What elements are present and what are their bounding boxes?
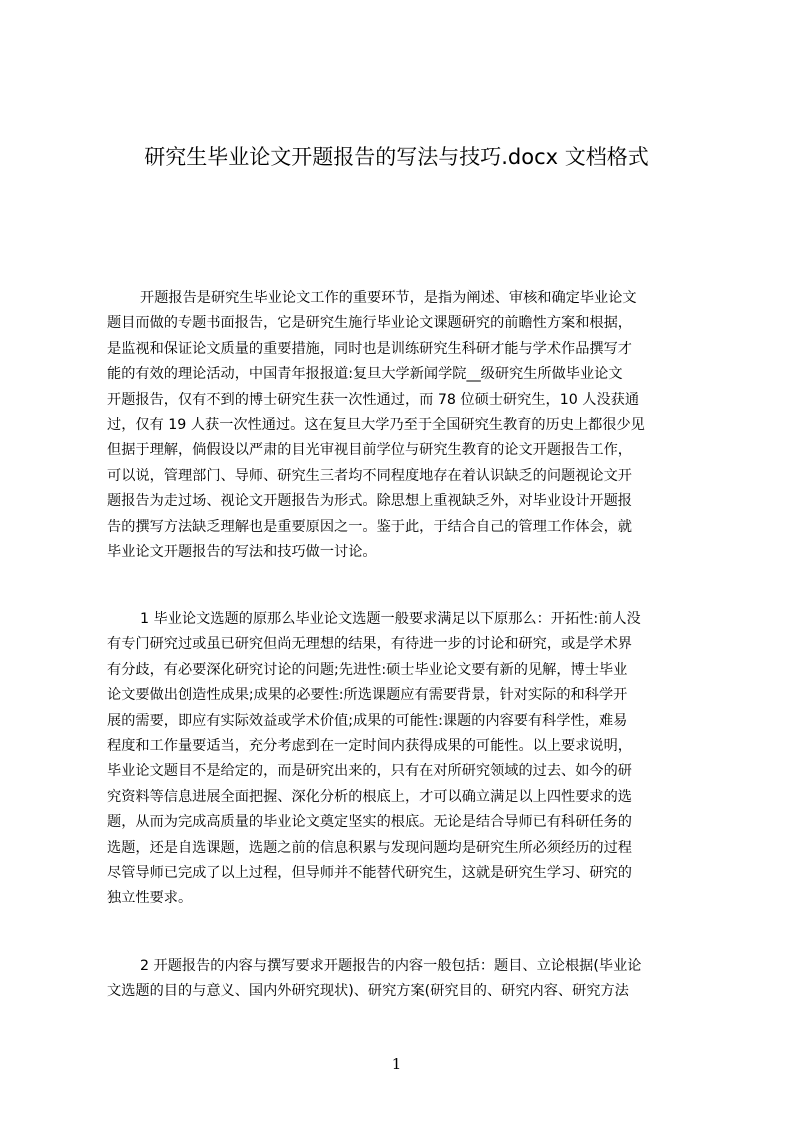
paragraph-line: 究资料等信息进展全面把握、深化分析的根底上，才可以确立满足以上四性要求的选 — [107, 788, 632, 805]
paragraph-introduction — [107, 286, 699, 565]
paragraph-topic-selection — [107, 607, 699, 912]
paragraph-line: 可以说，管理部门、导师、研究生三者均不同程度地存在着认识缺乏的问题视论文开 — [107, 467, 632, 484]
paragraph-line: 开题报告，仅有不到的博士研究生获一次性通过，而 78 位硕士研究生，10 人没获通 — [107, 391, 640, 408]
paragraph-line: 有专门研究过或虽已研究但尚无理想的结果，有待进一步的讨论和研究，或是学术界 — [107, 636, 632, 653]
paragraph-line: 1 毕业论文选题的原那么毕业论文选题一般要求满足以下原那么：开拓性:前人没 — [140, 611, 641, 627]
paragraph-line: 2 开题报告的内容与撰写要求开题报告的内容一般包括：题目、立论根据(毕业论 — [140, 958, 642, 974]
paragraph-line: 有分歧，有必要深化研究讨论的问题;先进性:硕士毕业论文要有新的见解，博士毕业 — [107, 661, 628, 678]
paragraph-line: 选题，还是自选课题，选题之前的信息积累与发现问题均是研究生所必须经历的过程 — [107, 839, 632, 856]
paragraph-line: 独立性要求。 — [107, 890, 193, 907]
paragraph-line: 题报告为走过场、视论文开题报告为形式。除思想上重视缺乏外，对毕业设计开题报 — [107, 493, 632, 510]
paragraph-line: 程度和工作量要适当，充分考虑到在一定时间内获得成果的可能性。以上要求说明， — [107, 737, 632, 754]
paragraph-line: 论文要做出创造性成果;成果的必要性:所选课题应有需要背景，针对实际的和科学开 — [107, 687, 628, 704]
paragraph-report-content — [107, 954, 699, 1005]
paragraph-line: 题，从而为完成高质量的毕业论文奠定坚实的根底。无论是结合导师已有科研任务的 — [107, 814, 632, 831]
paragraph-line: 是监视和保证论文质量的重要措施，同时也是训练研究生科研才能与学术作品撰写才 — [107, 340, 632, 357]
paragraph-line: 毕业论文题目不是给定的，而是研究出来的，只有在对所研究领域的过去、如今的研 — [107, 763, 632, 780]
paragraph-line: 文选题的目的与意义、国内外研究现状)、研究方案(研究目的、研究内容、研究方法 — [107, 983, 629, 1000]
document-title: 研究生毕业论文开题报告的写法与技巧.docx 文档格式 — [144, 145, 649, 169]
paragraph-line: 展的需要，即应有实际效益或学术价值;成果的可能性:课题的内容要有科学性，难易 — [107, 712, 628, 729]
paragraph-line: 题目而做的专题书面报告，它是研究生施行毕业论文课题研究的前瞻性方案和根据， — [107, 315, 632, 332]
paragraph-line: 毕业论文开题报告的写法和技巧做一讨论。 — [107, 543, 377, 560]
paragraph-line: 尽管导师已完成了以上过程，但导师并不能替代研究生，这就是研究生学习、研究的 — [107, 864, 632, 881]
paragraph-line: 过，仅有 19 人获一次性通过。这在复旦大学乃至于全国研究生教育的历史上都很少见 — [107, 416, 645, 433]
paragraph-line: 告的撰写方法缺乏理解也是重要原因之一。鉴于此，于结合自己的管理工作体会，就 — [107, 518, 632, 535]
page-number: 1 — [391, 1055, 402, 1073]
paragraph-line: 但据于理解，倘假设以严肃的目光审视目前学位与研究生教育的论文开题报告工作， — [107, 442, 632, 459]
paragraph-line: 能的有效的理论活动，中国青年报报道:复旦大学新闻学院__级研究生所做毕业论文 — [107, 366, 623, 383]
paragraph-line: 开题报告是研究生毕业论文工作的重要环节，是指为阐述、审核和确定毕业论文 — [140, 290, 637, 306]
